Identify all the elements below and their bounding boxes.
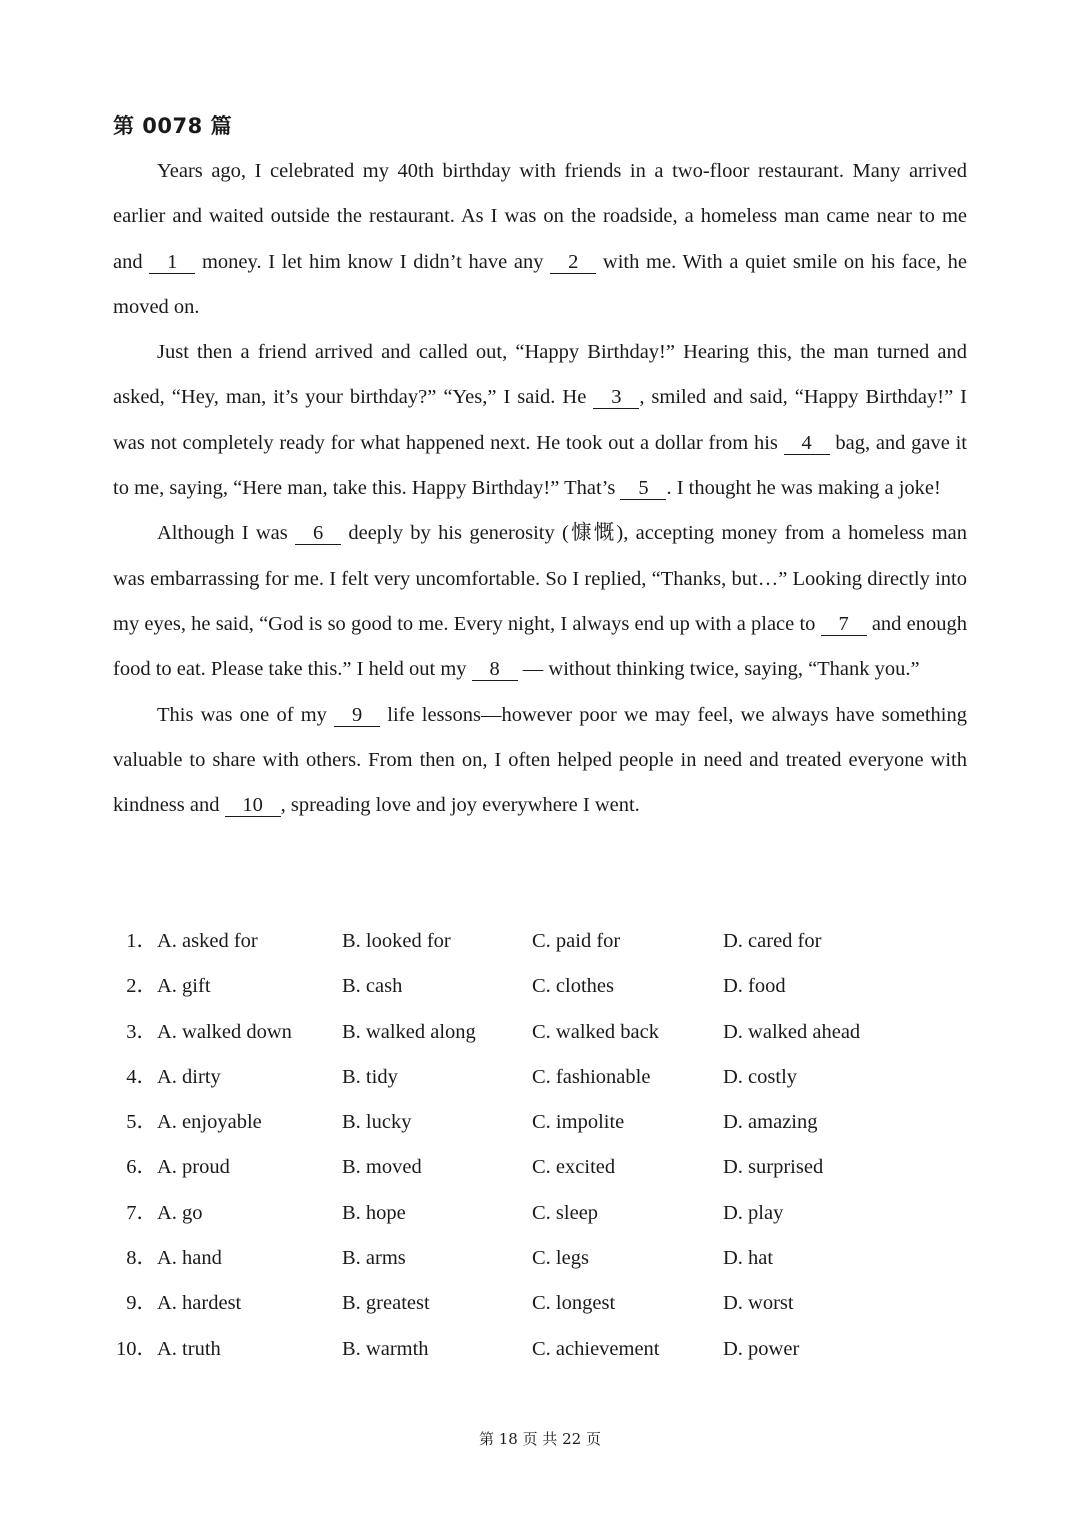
option-d: D. surprised bbox=[723, 1156, 824, 1179]
option-b: B. looked for bbox=[342, 930, 451, 952]
blank-1: 1 bbox=[149, 251, 195, 274]
blank-8: 8 bbox=[472, 658, 518, 681]
option-c: C. sleep bbox=[532, 1201, 599, 1224]
options-list bbox=[113, 919, 973, 1372]
paragraph-text: Although I was bbox=[157, 522, 296, 545]
question-number: 7． bbox=[126, 1201, 157, 1224]
page-footer: 第 18 页 共 22 页 bbox=[478, 1430, 601, 1448]
blank-5: 5 bbox=[620, 477, 666, 500]
option-b: B. greatest bbox=[342, 1292, 430, 1315]
option-a: A. dirty bbox=[157, 1065, 221, 1088]
question-row bbox=[113, 1281, 973, 1326]
option-c: C. walked back bbox=[532, 1020, 659, 1043]
option-c: C. achievement bbox=[532, 1337, 660, 1360]
paragraph bbox=[113, 511, 967, 692]
option-c: C. clothes bbox=[532, 975, 614, 998]
option-a: A. gift bbox=[157, 975, 211, 998]
option-d: D. walked ahead bbox=[723, 1020, 861, 1043]
passage-body bbox=[113, 149, 967, 828]
question-row bbox=[113, 1145, 973, 1190]
blank-2: 2 bbox=[550, 251, 596, 274]
question-number: 8． bbox=[126, 1247, 157, 1270]
paragraph bbox=[113, 693, 967, 829]
option-d: D. amazing bbox=[723, 1111, 818, 1134]
question-row bbox=[113, 964, 973, 1009]
option-c: C. paid for bbox=[532, 930, 621, 952]
paragraph-text: money. I let him know I didn’t have any bbox=[195, 250, 551, 273]
option-c: C. legs bbox=[532, 1247, 589, 1270]
option-d: D. costly bbox=[723, 1065, 798, 1088]
option-d: D. play bbox=[723, 1201, 784, 1224]
option-c: C. impolite bbox=[532, 1111, 625, 1134]
paragraph-text: . I thought he was making a joke! bbox=[666, 477, 941, 500]
option-b: B. cash bbox=[342, 975, 403, 998]
option-a: A. proud bbox=[157, 1156, 230, 1179]
question-number: 1． bbox=[126, 930, 157, 952]
paragraph bbox=[113, 149, 967, 330]
question-row bbox=[113, 1055, 973, 1100]
question-number: 4． bbox=[126, 1065, 157, 1088]
option-d: D. power bbox=[723, 1337, 800, 1360]
option-a: A. hand bbox=[157, 1247, 222, 1270]
question-number: 3． bbox=[126, 1020, 157, 1043]
question-row bbox=[113, 1100, 973, 1145]
question-number: 5． bbox=[126, 1111, 157, 1134]
paragraph-text: deeply by his generosity (慷慨), accepting money from a homeless man was embarrassing for me. I felt very uncomfortable. So I replied, “Thanks, but…” Looking directly into my eyes, he said, “God is so good to me. Every night, I always end up with a place to bbox=[113, 522, 968, 635]
option-b: B. moved bbox=[342, 1156, 422, 1179]
option-a: A. enjoyable bbox=[157, 1111, 262, 1134]
blank-7: 7 bbox=[821, 613, 867, 636]
paragraph-text: , smiled and said, “Happy Birthday!” I was not completely ready for what happened next. He took out a dollar from his bbox=[113, 386, 968, 454]
option-a: A. truth bbox=[157, 1337, 221, 1360]
paragraph-text: Just then a friend arrived and called out, “Happy Birthday!” Hearing this, the man turned and asked, “Hey, man, it’s your birthday?” “Yes,” I said. He bbox=[113, 341, 967, 409]
option-d: D. cared for bbox=[723, 930, 822, 952]
question-number: 2． bbox=[126, 975, 157, 998]
paragraph bbox=[113, 330, 967, 511]
question-row bbox=[113, 1191, 973, 1236]
option-c: C. longest bbox=[532, 1292, 616, 1315]
paragraph-text: and enough food to eat. Please take this.” I held out my bbox=[113, 612, 967, 681]
blank-4: 4 bbox=[784, 432, 830, 455]
paragraph-text: with me. With a quiet smile on his face, he moved on. bbox=[113, 250, 968, 318]
paragraph-text: bag, and gave it to me, saying, “Here man, take this. Happy Birthday!” That’s bbox=[113, 431, 967, 500]
paragraph-text: This was one of my bbox=[157, 703, 335, 726]
option-d: D. food bbox=[723, 975, 786, 998]
question-number: 10． bbox=[116, 1337, 157, 1360]
option-a: A. asked for bbox=[157, 930, 258, 952]
option-c: C. fashionable bbox=[532, 1065, 651, 1088]
blank-3: 3 bbox=[593, 386, 639, 409]
question-row bbox=[113, 1327, 973, 1372]
paragraph-text: — without thinking twice, saying, “Thank you.” bbox=[517, 658, 920, 681]
question-row bbox=[113, 1010, 973, 1055]
option-a: A. go bbox=[157, 1201, 203, 1224]
question-row bbox=[113, 1236, 973, 1281]
blank-10: 10 bbox=[225, 794, 281, 817]
option-a: A. walked down bbox=[157, 1020, 292, 1043]
option-b: B. warmth bbox=[342, 1337, 429, 1360]
option-b: B. walked along bbox=[342, 1020, 476, 1043]
option-d: D. worst bbox=[723, 1292, 794, 1315]
question-number: 9． bbox=[126, 1292, 157, 1315]
paragraph-text: life lessons—however poor we may feel, we always have something valuable to share with others. From then on, I often helped people in need and treated everyone with kindness and bbox=[113, 703, 968, 817]
option-b: B. arms bbox=[342, 1247, 406, 1270]
paragraph-text: Years ago, I celebrated my 40th birthday with friends in a two-floor restaurant. Many arrived earlier and waited outside the restaurant. As I was on the roadside, a homeless man came near to me and bbox=[113, 160, 967, 273]
option-a: A. hardest bbox=[157, 1292, 242, 1315]
option-d: D. hat bbox=[723, 1247, 774, 1270]
option-c: C. excited bbox=[532, 1156, 616, 1179]
option-b: B. lucky bbox=[342, 1111, 412, 1134]
option-b: B. tidy bbox=[342, 1065, 398, 1088]
question-row bbox=[113, 919, 973, 964]
option-b: B. hope bbox=[342, 1201, 406, 1224]
paragraph-text: , spreading love and joy everywhere I went. bbox=[280, 794, 640, 817]
question-number: 6． bbox=[126, 1156, 157, 1179]
passage-title: 第 0078 篇 bbox=[113, 114, 233, 138]
blank-9: 9 bbox=[334, 704, 380, 727]
blank-6: 6 bbox=[295, 522, 341, 545]
